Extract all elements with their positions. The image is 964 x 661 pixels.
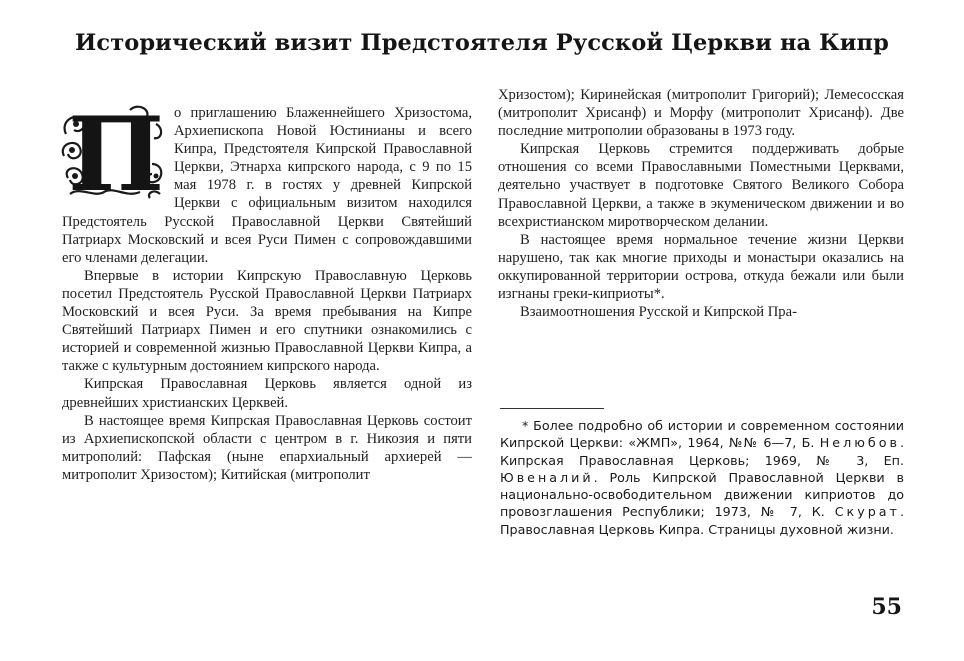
paragraph-5: Хризостом); Киринейская (митрополит Григорий); Лемесосская (митрополит Хрисанф) и Морфу (митрополит Хрисанф). Две последние митрополии образованы в 1973 году. (498, 87, 904, 140)
left-column (62, 104, 472, 484)
footnote-text-1: * Более подробно об истории и современном состоянии Кипрской Церкви: «ЖМП», 1964, №№ 6—7, Б. (500, 418, 904, 451)
article-title: Исторический визит Предстоятеля Русской Церкви на Кипр (75, 30, 889, 56)
footnote-rule (500, 408, 604, 409)
paragraph-4: В настоящее время Кипрская Православная Церковь состоит из Архиепископской области с центром в г. Никозия и пяти митрополий: Пафская (ныне епархиальный архиерей — митрополит Хризостом); Китийская (митрополит (62, 412, 472, 483)
footnote-text-2: . Кипрская Православная Церковь; 1969, № 3, Еп. (500, 435, 904, 468)
footnote-author-3: Скурат (834, 504, 900, 520)
paragraph-1: о приглашению Блаженнейшего Хризостома, Архиепископа Новой Юстинианы и всего Кипра, Предстоятеля Кипрской Православной Церкви, Этнарха кипрского народа, с 9 по 15 мая 1978 г. в гостях у древней Кипрской Церкви с официальным визитом находился Предстоятель Русской Православной Церкви Святейший Патриарх Московский и всея Руси Пимен с сопровождавшими его членами делегации. (62, 105, 472, 266)
footnote-text-4: . Православная Церковь Кипра. Страницы духовной жизни. (500, 504, 904, 537)
footnote-author-1: Нелюбов (819, 435, 900, 451)
paragraph-7: В настоящее время нормальное течение жизни Церкви нарушено, так как многие приходы и монастыри оказались на оккупированной территории острова, откуда бежали или были изгнаны греки-киприоты*. (498, 231, 904, 303)
paragraph-6: Кипрская Церковь стремится поддерживать добрые отношения со всеми Православными Поместными Церквами, деятельно участвует в подготовке Святого Великого Собора Православной Церкви, а также в экуменическом движении и во всехристианском миротворческом делании. (498, 141, 904, 230)
paragraph-8: Взаимоотношения Русской и Кипрской Пра- (520, 304, 797, 321)
footnote (500, 417, 904, 538)
footnote-author-2: Ювеналий (500, 469, 594, 485)
dropcap-letter: П (67, 104, 165, 200)
ornamental-dropcap (60, 104, 168, 200)
paragraph-2: Впервые в истории Кипрскую Православную Церковь посетил Предстоятель Русской Православной Церкви Патриарх Московский и всея Руси. За время пребывания на Кипре Святейший Патриарх Пимен и его спутники ознакомились с историей и современной жизнью Православной Церкви Кипра, а также с культурным достоянием кипрского народа. (62, 267, 472, 375)
paragraph-3: Кипрская Православная Церковь является одной из древнейших христианских Церквей. (62, 376, 472, 411)
right-column (498, 86, 904, 321)
footnote-text-3: . Роль Кипрской Православной Церкви в национально-освободительном движении киприотов до провозглашения Республики; 1973, № 7, К. (500, 469, 904, 520)
dropcap-ornament-icon (60, 104, 168, 200)
page-number: 55 (871, 594, 902, 620)
